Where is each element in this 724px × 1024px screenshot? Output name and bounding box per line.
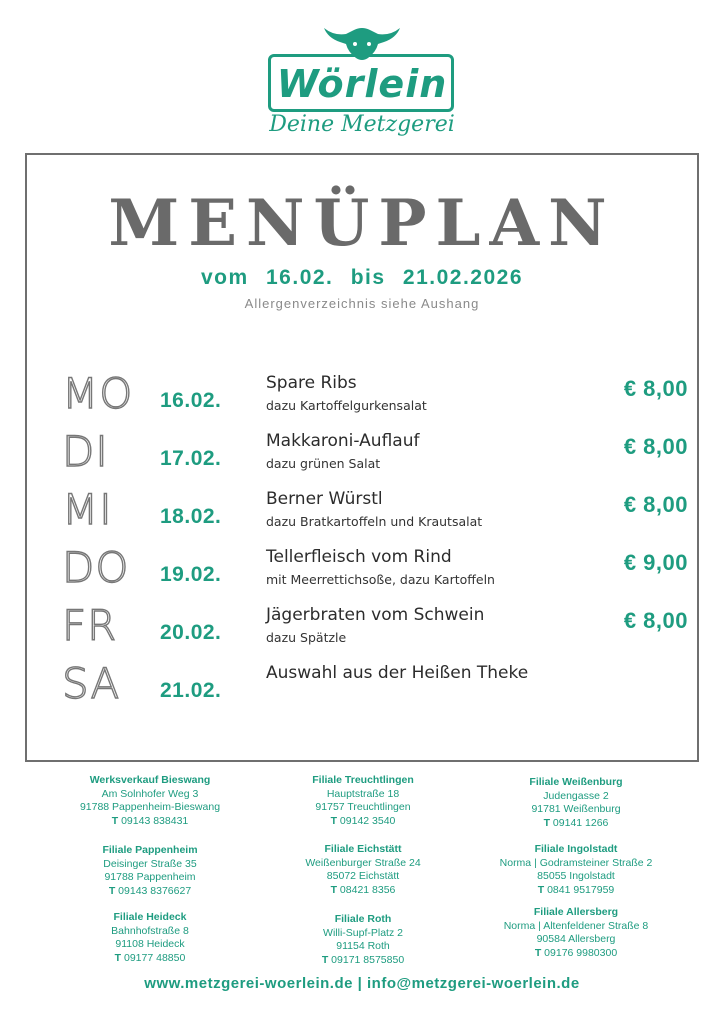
branch-city: 91781 Weißenburg [531,803,621,816]
weekday-label: DO [62,543,130,592]
branch-name: Filiale Allersberg [533,906,619,918]
dish-price: € 9,00 [623,550,688,575]
branch-city: 91788 Pappenheim-Bieswang [79,801,221,814]
dish-price: € 8,00 [623,434,688,459]
brand-logo [262,22,462,147]
phone-number: 09171 8575850 [331,954,405,967]
phone-label: T [111,815,119,828]
branch-city: 91154 Roth [336,940,390,953]
branch-city: 85072 Eichstätt [326,870,400,883]
menu-row-saturday [0,659,724,731]
phone-label: T [534,947,542,960]
date-range-mid: bis [350,266,386,289]
phone-label: T [108,885,116,898]
dish-side: dazu Bratkartoffeln und Krautsalat [266,514,483,529]
branch-phone [253,815,473,829]
menu-date: 16.02. [160,389,222,412]
branch-street: Norma | Godramsteiner Straße 2 [499,856,653,869]
phone-number: 09143 8376627 [118,885,192,898]
branch-allersberg [466,906,686,961]
branch-phone [466,884,686,898]
dish-name: Spare Ribs [266,373,357,393]
branch-name: Filiale Ingolstadt [534,843,618,855]
branch-name: Filiale Pappenheim [102,844,198,856]
branch-city: 90584 Allersberg [536,933,616,946]
branch-name: Filiale Weißenburg [529,776,623,788]
footer-separator: | [357,975,363,992]
branch-phone [466,947,686,961]
dish-name: Jägerbraten vom Schwein [266,605,485,625]
date-range-prefix: vom [200,266,249,289]
branch-name: Filiale Roth [334,913,392,925]
phone-number: 09141 1266 [552,817,609,830]
branch-eichstaett [253,843,473,898]
branch-ingolstadt [466,843,686,898]
phone-label: T [114,952,122,965]
branch-street: Am Solnhofer Weg 3 [101,787,199,800]
branch-street: Judengasse 2 [543,789,609,802]
branch-city: 91788 Pappenheim [104,871,196,884]
branch-city: 91757 Treuchtlingen [315,801,411,814]
menu-date: 17.02. [160,447,222,470]
footer-contact [0,975,724,992]
branch-phone [40,815,260,829]
branch-name: Filiale Heideck [113,911,187,923]
phone-number: 09142 3540 [339,815,396,828]
branch-street: Weißenburger Straße 24 [305,856,421,869]
branch-street: Hauptstraße 18 [326,787,400,800]
dish-price: € 8,00 [623,492,688,517]
weekday-label: SA [62,659,121,708]
phone-label: T [321,954,329,967]
date-range-to: 21.02.2026 [402,266,524,289]
dish-name: Makkaroni-Auflauf [266,431,420,451]
dish-side: dazu grünen Salat [266,456,381,471]
branch-name: Filiale Treuchtlingen [312,774,414,786]
branch-name: Filiale Eichstätt [324,843,402,855]
branch-treuchtlingen [253,774,473,829]
menu-date: 20.02. [160,621,222,644]
website-link[interactable]: www.metzgerei-woerlein.de [144,975,353,992]
allergen-note: Allergenverzeichnis siehe Aushang [244,296,480,311]
dish-price: € 8,00 [623,376,688,401]
branch-street: Deisinger Straße 35 [103,857,197,870]
phone-number: 08421 8356 [339,884,396,897]
branch-city: 91108 Heideck [115,938,185,951]
phone-label: T [543,817,550,830]
phone-number: 0841 9517959 [547,884,615,897]
email-link[interactable]: info@metzgerei-woerlein.de [367,975,580,992]
dish-name: Berner Würstl [266,489,383,509]
branch-phone [466,817,686,831]
branch-street: Norma | Altenfeldener Straße 8 [503,919,649,932]
branch-city: 85055 Ingolstadt [537,870,615,883]
weekday-label: FR [62,601,118,650]
phone-label: T [537,884,545,897]
branch-street: Willi-Supf-Platz 2 [323,926,403,939]
logo-brand-name: Wörlein [276,62,448,106]
menu-date: 21.02. [160,679,222,702]
phone-number: 09176 9980300 [544,947,618,960]
branch-phone [40,885,260,899]
branch-phone [253,954,473,968]
phone-label: T [330,815,337,828]
page-title: MENÜPLAN [108,186,616,261]
logo-tagline: Deine Metzgerei [269,112,455,137]
phone-number: 09143 838431 [121,815,189,828]
weekday-label: DI [62,427,109,476]
weekday-label: MI [62,485,113,534]
branch-weissenburg [466,776,686,831]
menu-date: 18.02. [160,505,222,528]
branch-phone [253,884,473,898]
branch-phone [40,952,260,966]
date-range-from: 16.02. [266,266,334,289]
dish-side: dazu Kartoffelgurkensalat [266,398,427,413]
dish-name: Tellerfleisch vom Rind [266,547,452,567]
branch-bieswang [40,774,260,829]
dish-price: € 8,00 [623,608,688,633]
branch-street: Bahnhofstraße 8 [111,924,189,937]
dish-side: mit Meerrettichsoße, dazu Kartoffeln [266,572,495,587]
phone-label: T [330,884,337,897]
branch-pappenheim [40,844,260,899]
branch-name: Werksverkauf Bieswang [89,774,211,786]
date-range [0,266,724,290]
weekday-label: MO [62,369,134,418]
branch-roth [253,913,473,968]
phone-number: 09177 48850 [124,952,186,965]
dish-side: dazu Spätzle [266,630,347,645]
branch-heideck [40,911,260,966]
dish-name: Auswahl aus der Heißen Theke [266,663,529,683]
menu-date: 19.02. [160,563,222,586]
